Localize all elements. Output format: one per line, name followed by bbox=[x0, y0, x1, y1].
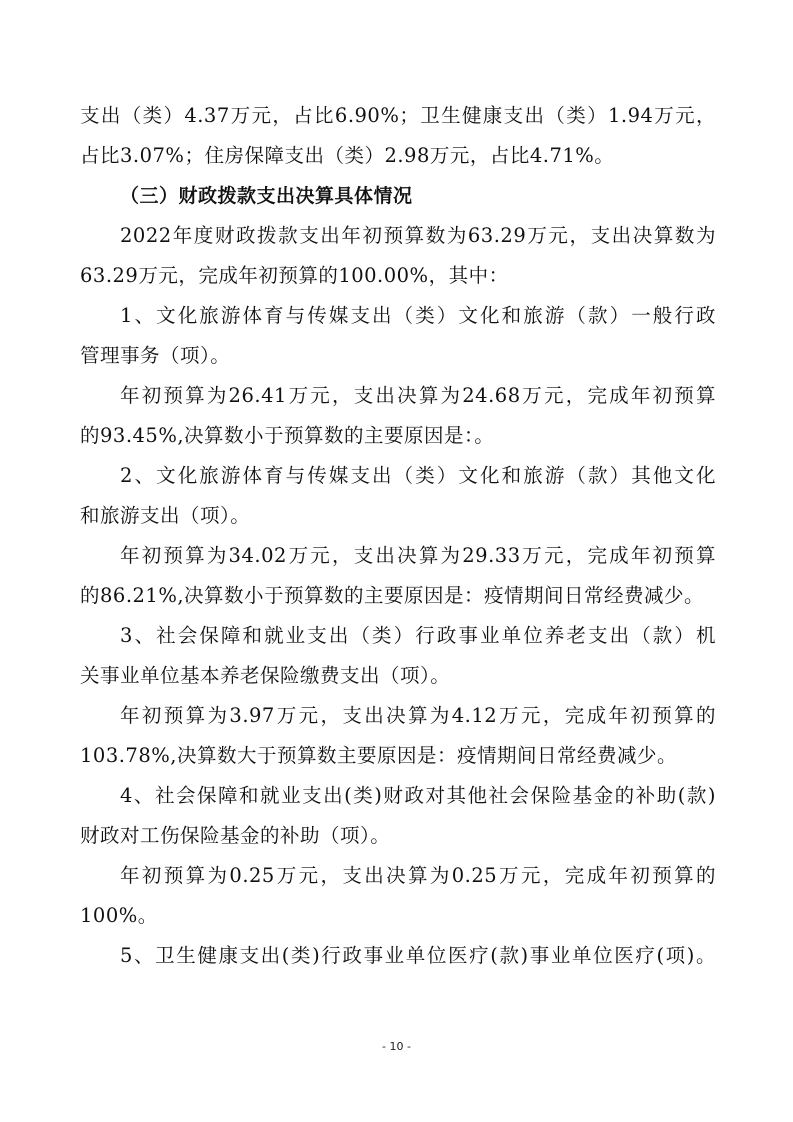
section-heading-text: （三）财政拨款支出决算具体情况 bbox=[120, 185, 413, 207]
text-line: 5、卫生健康支出(类)行政事业单位医疗(款)事业单位医疗(项)。 bbox=[120, 944, 716, 967]
text-line: 1、文化旅游体育与传媒支出（类）文化和旅游（款）一般行政 bbox=[120, 304, 716, 327]
text-line: 2022年度财政拨款支出年初预算数为63.29万元，支出决算数为 bbox=[120, 224, 716, 247]
paragraph bbox=[80, 936, 716, 976]
page-number: - 10 - bbox=[382, 1040, 411, 1053]
text-line: 63.29万元，完成年初预算的100.00%，其中： bbox=[80, 264, 509, 287]
paragraph bbox=[80, 616, 716, 696]
document-body bbox=[80, 96, 716, 976]
text-line: 支出（类）4.37万元，占比6.90%；卫生健康支出（类）1.94万元， bbox=[80, 104, 716, 127]
text-line: 的93.45%,决算数小于预算数的主要原因是：。 bbox=[80, 424, 495, 447]
text-line: 103.78%,决算数大于预算数主要原因是：疫情期间日常经费减少。 bbox=[80, 744, 677, 767]
text-line: 100%。 bbox=[80, 904, 158, 927]
paragraph bbox=[80, 456, 716, 536]
section-heading bbox=[80, 176, 716, 216]
text-line: 关事业单位基本养老保险缴费支出（项）。 bbox=[80, 664, 451, 687]
paragraph bbox=[80, 376, 716, 456]
text-line: 的86.21%,决算数小于预算数的主要原因是：疫情期间日常经费减少。 bbox=[80, 584, 705, 607]
paragraph bbox=[80, 216, 716, 296]
paragraph bbox=[80, 536, 716, 616]
paragraph bbox=[80, 776, 716, 856]
text-line: 管理事务（项）。 bbox=[80, 344, 231, 367]
text-line: 年初预算为0.25万元，支出决算为0.25万元，完成年初预算的 bbox=[120, 864, 716, 887]
text-line: 3、社会保障和就业支出（类）行政事业单位养老支出（款）机 bbox=[120, 624, 716, 647]
text-line: 占比3.07%；住房保障支出（类）2.98万元，占比4.71%。 bbox=[80, 144, 615, 167]
paragraph bbox=[80, 96, 716, 176]
text-line: 4、社会保障和就业支出(类)财政对其他社会保险基金的补助(款) bbox=[120, 784, 716, 807]
text-line: 年初预算为3.97万元，支出决算为4.12万元，完成年初预算的 bbox=[120, 704, 716, 727]
text-line: 财政对工伤保险基金的补助（项）。 bbox=[80, 824, 391, 847]
text-line: 年初预算为34.02万元，支出决算为29.33万元，完成年初预算 bbox=[120, 544, 716, 567]
text-line: 和旅游支出（项）。 bbox=[80, 504, 251, 527]
paragraph bbox=[80, 296, 716, 376]
paragraph bbox=[80, 696, 716, 776]
text-line: 年初预算为26.41万元，支出决算为24.68万元，完成年初预算 bbox=[120, 384, 716, 407]
paragraph bbox=[80, 856, 716, 936]
text-line: 2、文化旅游体育与传媒支出（类）文化和旅游（款）其他文化 bbox=[120, 464, 716, 487]
